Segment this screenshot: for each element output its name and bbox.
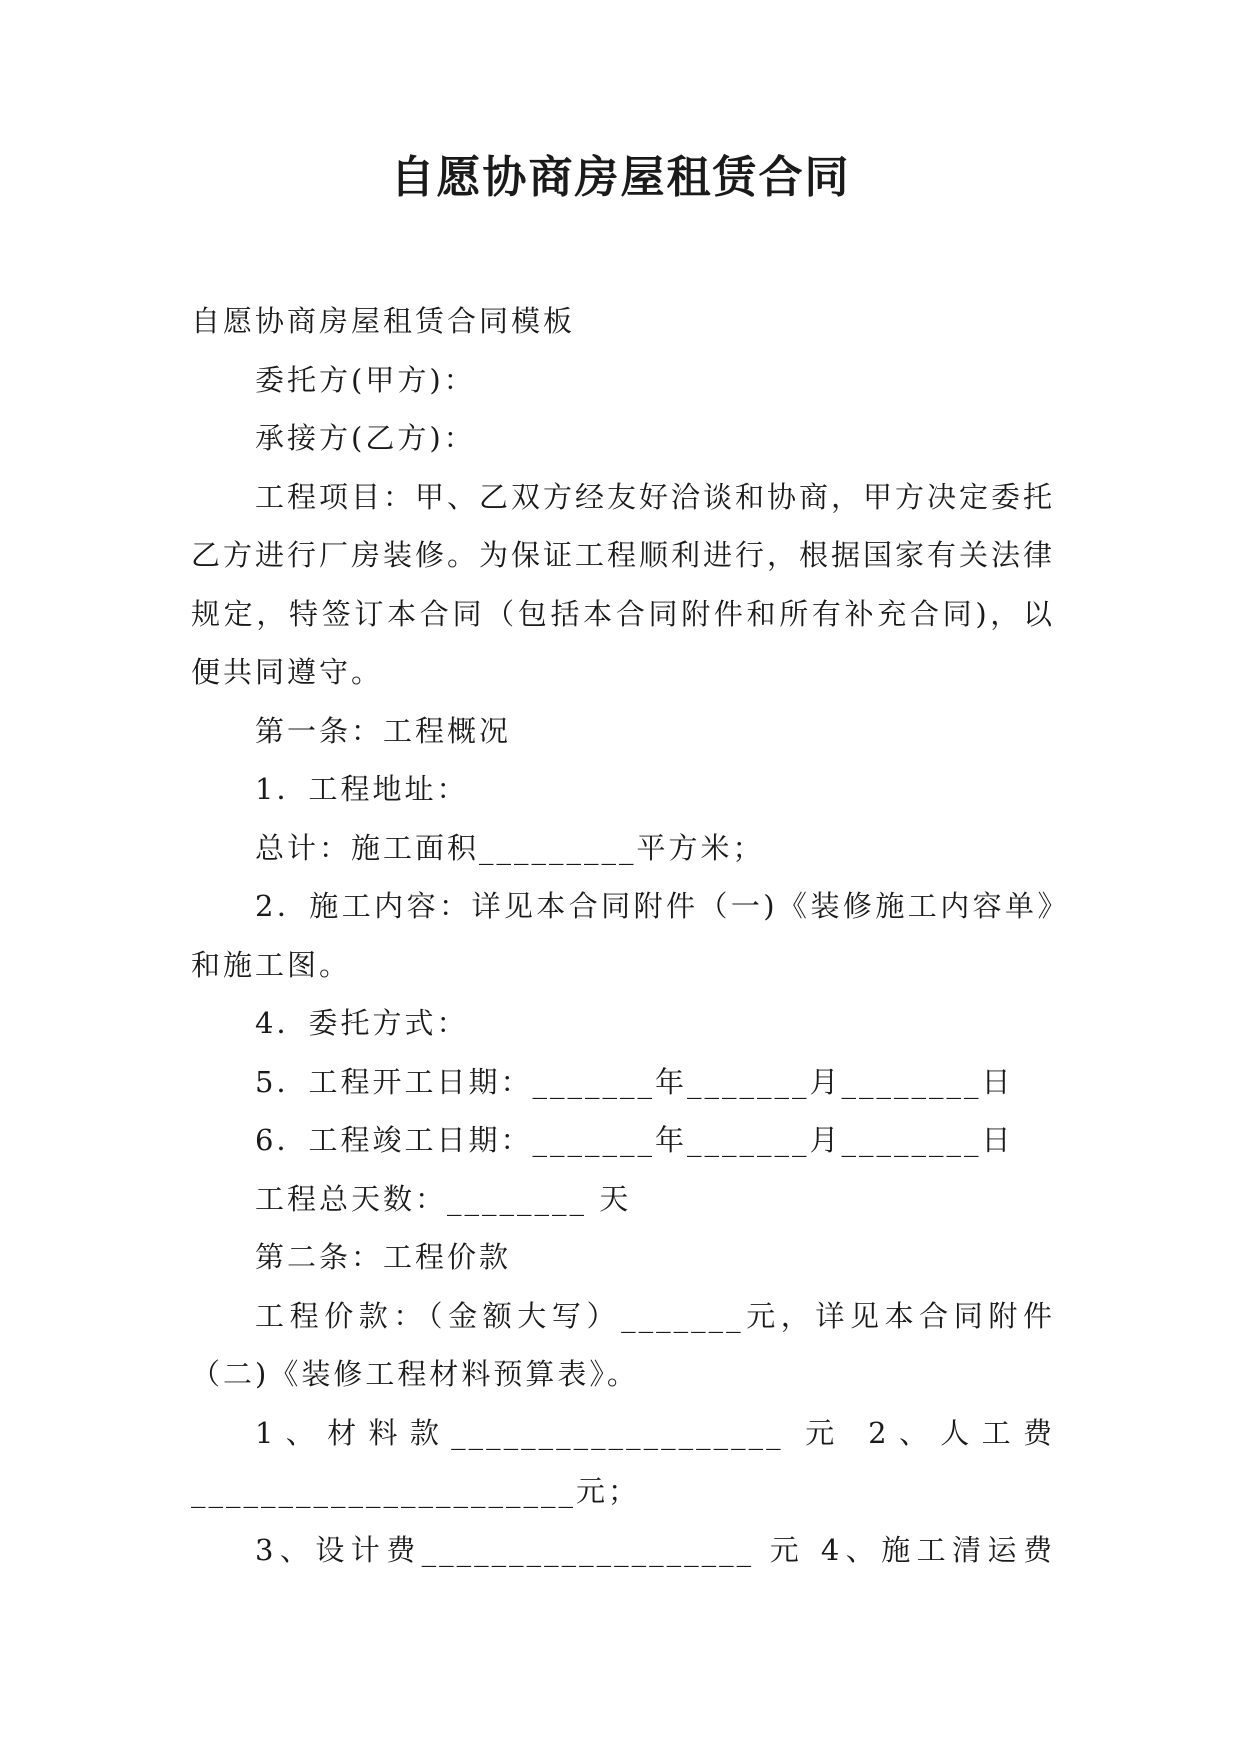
material-labor-fee-line: 1、材料款___________________ 元 2、人工费 (255, 1415, 1055, 1450)
party-b-line: 承接方(乙方)： (255, 421, 476, 455)
construction-area-line: 总计：施工面积_________平方米； (255, 830, 765, 865)
labor-fee-blank-line: ______________________元； (191, 1474, 641, 1508)
subtitle-line: 自愿协商房屋租赁合同模板 (191, 304, 576, 338)
start-date-line: 5．工程开工日期：_______年_______月________日 (255, 1064, 1014, 1099)
completion-date-line: 6．工程竣工日期：_______年_______月________日 (255, 1123, 1014, 1157)
total-days-line: 工程总天数：________ 天 (255, 1181, 632, 1216)
party-a-line: 委托方(甲方)： (255, 362, 476, 397)
construction-content-paragraph: 2．施工内容：详见本合同附件（一)《装修施工内容单》和施工图。 (191, 889, 1055, 982)
article-2-heading: 第二条：工程价款 (255, 1240, 512, 1274)
project-address-line: 1．工程地址： (255, 772, 469, 806)
design-cleanup-fee-line: 3、设计费___________________ 元 4、施工清运费 (255, 1532, 1055, 1567)
project-price-paragraph: 工程价款：（金额大写）_______元，详见本合同附件（二)《装修工程材料预算表》。 (191, 1298, 1055, 1391)
document-title: 自愿协商房屋租赁合同 (390, 152, 851, 203)
commission-method-line: 4．委托方式： (255, 1006, 469, 1040)
document-body (191, 292, 1055, 1579)
article-1-heading: 第一条：工程概况 (255, 713, 512, 748)
project-paragraph: 工程项目：甲、乙双方经友好洽谈和协商，甲方决定委托乙方进行厂房装修。为保证工程顺利进行，根据国家有关法律规定，特签订本合同（包括本合同附件和所有补充合同)，以便共同遵守。 (191, 479, 1056, 689)
